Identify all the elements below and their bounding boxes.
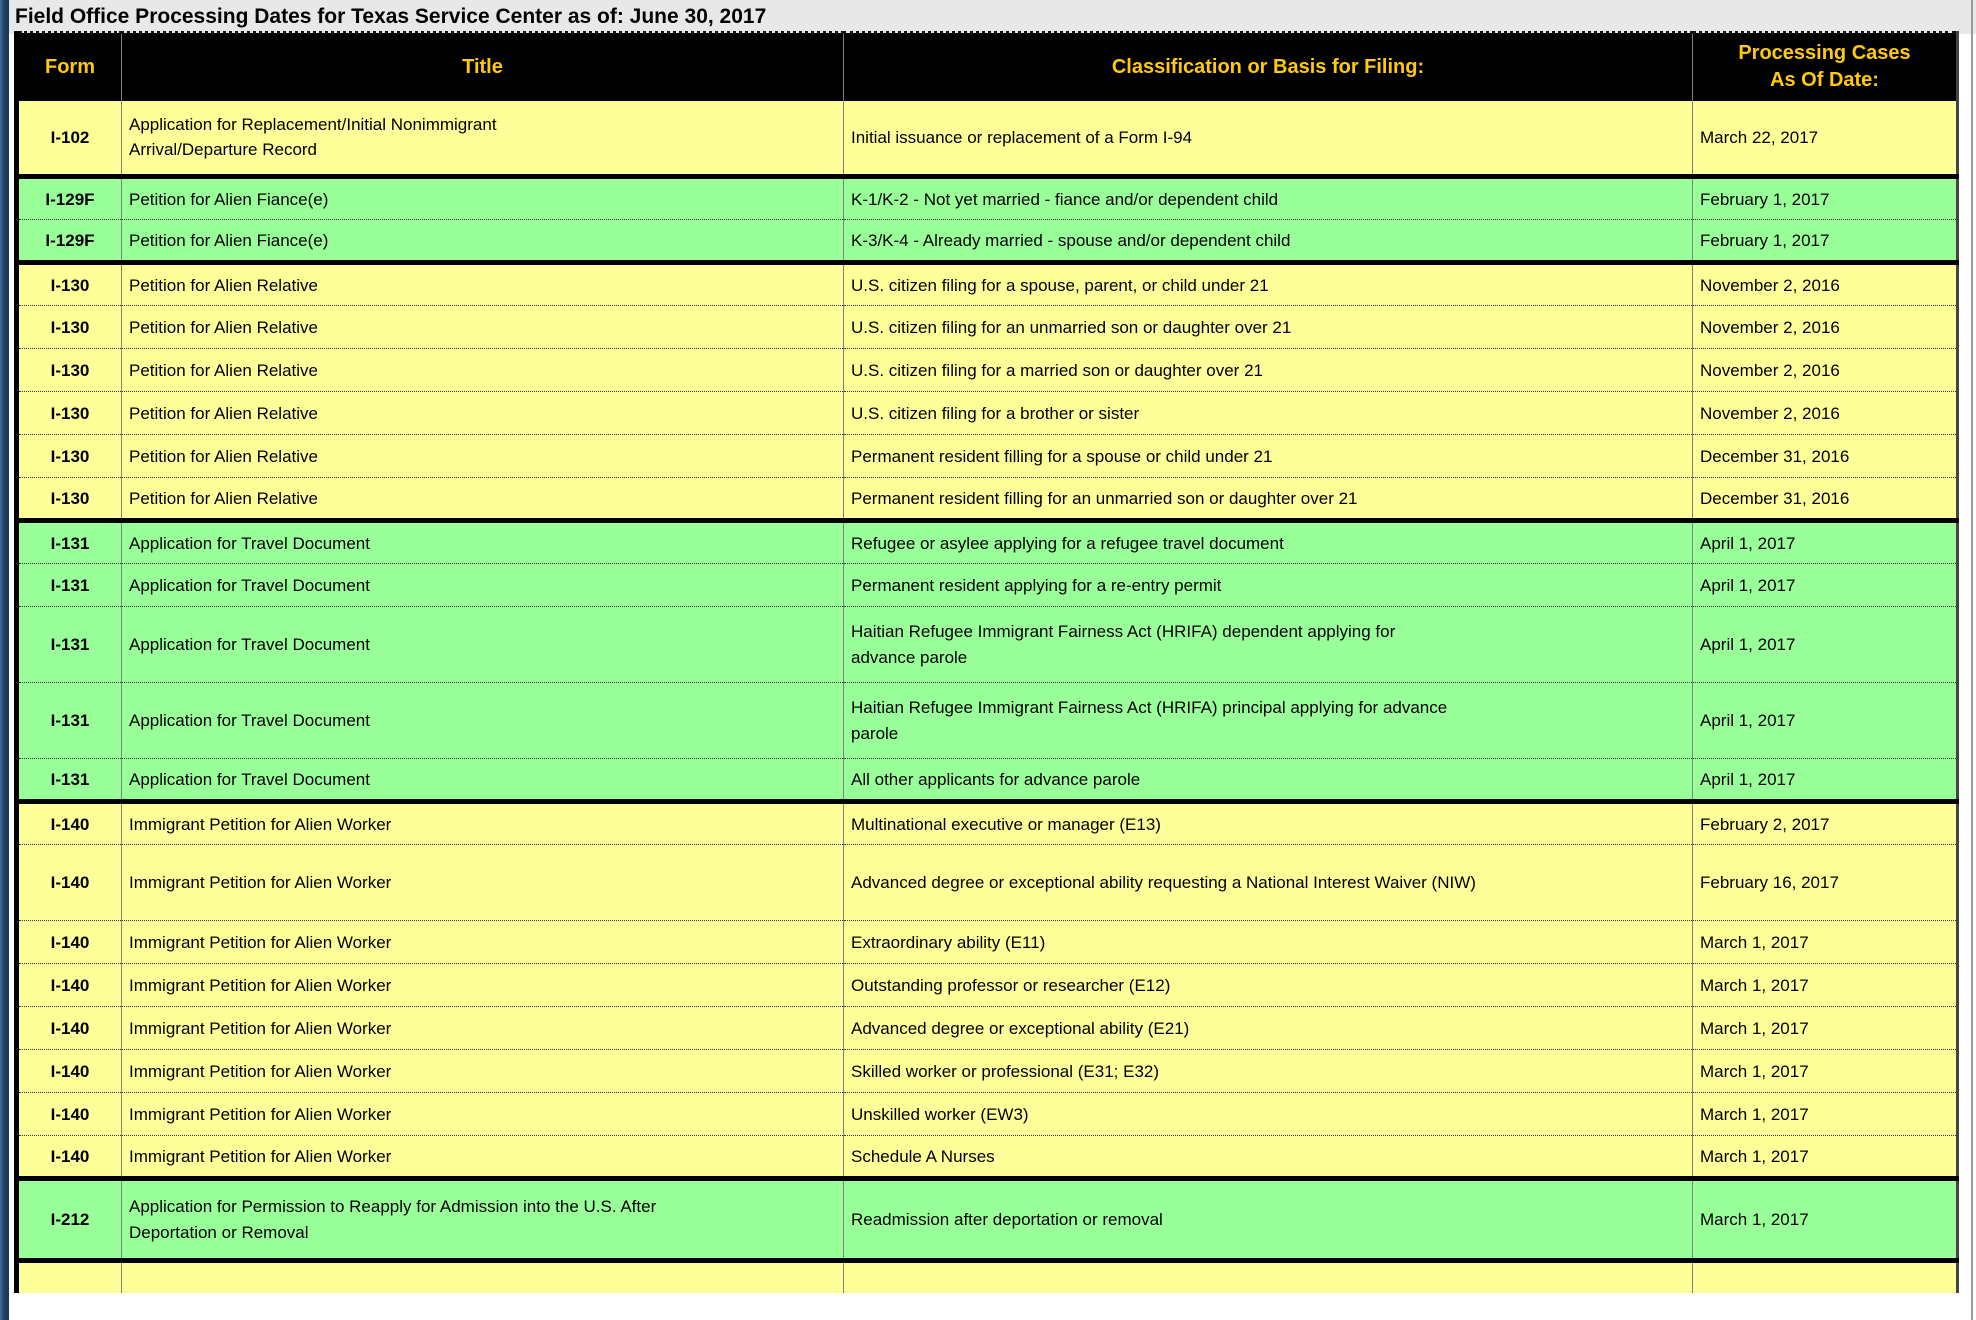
classification-cell [844, 683, 1693, 759]
classification-cell [844, 263, 1693, 306]
form-cell-text: I-129F [45, 189, 95, 209]
title-cell-text: Application for Travel Document [129, 711, 370, 731]
form-cell-text: I-140 [50, 1104, 90, 1124]
form-cell-text: I-140 [50, 975, 90, 995]
date-cell-text: April 1, 2017 [1700, 769, 1796, 789]
classification-cell [844, 964, 1693, 1007]
date-cell [1693, 683, 1958, 759]
form-cell-text: I-140 [50, 1061, 90, 1081]
date-cell-text: November 2, 2016 [1700, 360, 1840, 380]
classification-cell [844, 521, 1693, 564]
processing-dates-table [14, 31, 1959, 1293]
date-cell [1693, 306, 1958, 349]
form-cell-text: I-140 [50, 814, 90, 834]
classification-cell [844, 759, 1693, 802]
table-row [17, 1136, 1958, 1179]
date-cell [1693, 1093, 1958, 1136]
title-cell-text: Application for Travel Document [129, 635, 370, 655]
table-row [17, 759, 1958, 802]
date-cell-text: March 1, 2017 [1700, 1210, 1809, 1230]
classification-cell-text: Readmission after deportation or removal [851, 1210, 1163, 1230]
table-body [17, 101, 1958, 1293]
classification-cell [844, 392, 1693, 435]
classification-cell [844, 220, 1693, 263]
classification-cell [844, 1136, 1693, 1179]
date-cell [1693, 1050, 1958, 1093]
title-cell-text: Petition for Alien Fiance(e) [129, 189, 329, 209]
table-row [17, 177, 1958, 220]
table-row [17, 802, 1958, 845]
classification-cell [844, 1261, 1693, 1293]
form-cell-text: I-140 [50, 1018, 90, 1038]
form-cell [17, 802, 122, 845]
date-cell-text: March 1, 2017 [1700, 932, 1809, 952]
title-cell-text: Immigrant Petition for Alien Worker [129, 814, 392, 834]
form-cell-text: I-130 [50, 488, 90, 508]
title-cell-text: Application for Travel Document [129, 769, 370, 789]
date-cell [1693, 177, 1958, 220]
date-cell [1693, 759, 1958, 802]
title-cell-text: Petition for Alien Relative [129, 275, 318, 295]
title-cell [122, 683, 844, 759]
form-cell [17, 306, 122, 349]
title-cell [122, 1136, 844, 1179]
classification-cell [844, 1007, 1693, 1050]
classification-cell [844, 349, 1693, 392]
table-row [17, 683, 1958, 759]
title-cell [122, 349, 844, 392]
classification-cell-text: Outstanding professor or researcher (E12) [851, 975, 1171, 995]
table-row [17, 349, 1958, 392]
classification-cell-text: Advanced degree or exceptional ability (E21) [851, 1018, 1190, 1038]
table-row [17, 964, 1958, 1007]
classification-cell [844, 564, 1693, 607]
date-cell [1693, 1261, 1958, 1293]
title-cell-text: Immigrant Petition for Alien Worker [129, 873, 392, 893]
table-header [17, 33, 1958, 101]
classification-cell [844, 177, 1693, 220]
form-cell [17, 392, 122, 435]
form-cell [17, 1050, 122, 1093]
date-cell-text: February 1, 2017 [1700, 189, 1830, 209]
date-cell-text: April 1, 2017 [1700, 533, 1796, 553]
form-cell [17, 921, 122, 964]
title-cell [122, 392, 844, 435]
title-cell [122, 1179, 844, 1261]
table-row [17, 435, 1958, 478]
page-title: Field Office Processing Dates for Texas Service Center as of: June 30, 2017 [9, 0, 1976, 34]
title-cell-text: Immigrant Petition for Alien Worker [129, 1146, 392, 1166]
date-cell-text: November 2, 2016 [1700, 275, 1840, 295]
title-cell-text: Application for Permission to Reapply for Admission into the U.S. After Deportation or Removal [129, 1197, 657, 1242]
title-cell-text: Application for Replacement/Initial Nonimmigrant Arrival/Departure Record [129, 114, 497, 160]
classification-cell-text: U.S. citizen filing for a spouse, parent, or child under 21 [851, 275, 1269, 295]
date-cell [1693, 435, 1958, 478]
classification-cell-text: Advanced degree or exceptional ability requesting a National Interest Waiver (NIW) [851, 873, 1476, 893]
title-cell [122, 263, 844, 306]
title-cell-text: Petition for Alien Relative [129, 403, 318, 423]
classification-cell-text: K-3/K-4 - Already married - spouse and/or dependent child [851, 230, 1291, 250]
classification-cell-text: K-1/K-2 - Not yet married - fiance and/or dependent child [851, 189, 1279, 209]
title-cell [122, 220, 844, 263]
title-cell-text: Immigrant Petition for Alien Worker [129, 932, 392, 952]
scrollbar-track-line [1971, 0, 1973, 1320]
classification-cell [844, 1050, 1693, 1093]
title-cell-text: Immigrant Petition for Alien Worker [129, 975, 392, 995]
title-cell [122, 1261, 844, 1293]
classification-cell-text: U.S. citizen filing for a brother or sister [851, 403, 1140, 423]
classification-cell [844, 1093, 1693, 1136]
date-cell-text: February 1, 2017 [1700, 230, 1830, 250]
form-cell [17, 478, 122, 521]
form-cell-text: I-130 [50, 446, 90, 466]
form-cell [17, 1136, 122, 1179]
title-cell [122, 177, 844, 220]
table-row [17, 1093, 1958, 1136]
date-cell [1693, 392, 1958, 435]
date-cell-text: November 2, 2016 [1700, 403, 1840, 423]
classification-cell-text: Refugee or asylee applying for a refugee travel document [851, 533, 1284, 553]
table-row [17, 263, 1958, 306]
classification-cell-text: U.S. citizen filing for a married son or daughter over 21 [851, 360, 1263, 380]
classification-cell-text: Initial issuance or replacement of a Form I-94 [851, 127, 1193, 147]
date-cell-text: March 22, 2017 [1700, 127, 1819, 147]
classification-cell-text: Permanent resident filling for an unmarried son or daughter over 21 [851, 488, 1358, 508]
classification-cell-text: Haitian Refugee Immigrant Fairness Act (HRIFA) principal applying for advance parole [851, 698, 1448, 743]
date-cell-text: February 2, 2017 [1700, 814, 1830, 834]
form-cell-text: I-131 [50, 533, 90, 553]
window-edge [0, 0, 9, 1320]
date-cell [1693, 220, 1958, 263]
title-cell [122, 921, 844, 964]
form-cell-text: I-130 [50, 317, 90, 337]
header-classification-label: Classification or Basis for Filing: [1111, 55, 1425, 78]
classification-cell [844, 845, 1693, 921]
title-cell [122, 101, 844, 177]
classification-cell [844, 1179, 1693, 1261]
date-cell-text: March 1, 2017 [1700, 1146, 1809, 1166]
form-cell [17, 177, 122, 220]
title-cell [122, 435, 844, 478]
title-cell [122, 521, 844, 564]
title-cell [122, 1050, 844, 1093]
date-cell-text: April 1, 2017 [1700, 635, 1796, 655]
date-cell [1693, 607, 1958, 683]
date-cell [1693, 349, 1958, 392]
title-cell [122, 306, 844, 349]
title-cell [122, 802, 844, 845]
form-cell-text: I-140 [50, 932, 90, 952]
form-cell [17, 1007, 122, 1050]
classification-cell [844, 306, 1693, 349]
title-cell [122, 1093, 844, 1136]
form-cell [17, 1093, 122, 1136]
classification-cell-text: Permanent resident applying for a re-entry permit [851, 575, 1222, 595]
title-cell [122, 607, 844, 683]
classification-cell-text: Haitian Refugee Immigrant Fairness Act (HRIFA) dependent applying for advance parole [851, 622, 1396, 667]
title-cell-text: Petition for Alien Fiance(e) [129, 230, 329, 250]
date-cell [1693, 1136, 1958, 1179]
table-row [17, 306, 1958, 349]
date-cell-text: April 1, 2017 [1700, 711, 1796, 731]
form-cell-text: I-102 [50, 127, 90, 147]
date-cell [1693, 1179, 1958, 1261]
classification-cell-text: Unskilled worker (EW3) [851, 1104, 1029, 1124]
classification-cell-text: Permanent resident filling for a spouse or child under 21 [851, 446, 1273, 466]
classification-cell-text: Extraordinary ability (E11) [851, 932, 1046, 952]
classification-cell [844, 802, 1693, 845]
form-cell [17, 435, 122, 478]
date-cell-text: December 31, 2016 [1700, 488, 1850, 508]
header-form-label: Form [45, 55, 95, 78]
form-cell [17, 1261, 122, 1293]
date-cell-text: March 1, 2017 [1700, 975, 1809, 995]
title-cell [122, 478, 844, 521]
title-cell-text: Application for Travel Document [129, 533, 370, 553]
date-cell [1693, 802, 1958, 845]
table-row [17, 1050, 1958, 1093]
table-row [17, 1261, 1958, 1293]
classification-cell [844, 607, 1693, 683]
classification-cell [844, 435, 1693, 478]
form-cell-text: I-130 [50, 403, 90, 423]
classification-cell [844, 921, 1693, 964]
header-processing-date [1693, 33, 1958, 101]
title-cell [122, 759, 844, 802]
date-cell-text: April 1, 2017 [1700, 575, 1796, 595]
date-cell-text: December 31, 2016 [1700, 446, 1850, 466]
form-cell [17, 964, 122, 1007]
title-cell-text: Application for Travel Document [129, 575, 370, 595]
title-cell [122, 564, 844, 607]
header-processing-date-label: Processing Cases As Of Date: [1738, 42, 1911, 92]
table-row [17, 478, 1958, 521]
form-cell [17, 607, 122, 683]
date-cell [1693, 564, 1958, 607]
table-row [17, 564, 1958, 607]
table-row [17, 1007, 1958, 1050]
form-cell [17, 220, 122, 263]
date-cell [1693, 521, 1958, 564]
table-row [17, 607, 1958, 683]
form-cell-text: I-131 [50, 635, 90, 655]
table-row [17, 845, 1958, 921]
title-cell-text: Immigrant Petition for Alien Worker [129, 1104, 392, 1124]
title-cell [122, 1007, 844, 1050]
title-cell-text: Immigrant Petition for Alien Worker [129, 1061, 392, 1081]
title-cell-text: Petition for Alien Relative [129, 446, 318, 466]
header-row [17, 33, 1958, 101]
form-cell-text: I-129F [45, 230, 95, 250]
classification-cell-text: U.S. citizen filing for an unmarried son or daughter over 21 [851, 317, 1292, 337]
form-cell-text: I-131 [50, 575, 90, 595]
classification-cell-text: Skilled worker or professional (E31; E32) [851, 1061, 1160, 1081]
header-title [122, 33, 844, 101]
classification-cell [844, 101, 1693, 177]
table-row [17, 521, 1958, 564]
date-cell [1693, 263, 1958, 306]
date-cell-text: November 2, 2016 [1700, 317, 1840, 337]
date-cell [1693, 1007, 1958, 1050]
classification-cell [844, 478, 1693, 521]
form-cell-text: I-130 [50, 275, 90, 295]
header-form [17, 33, 122, 101]
form-cell-text: I-130 [50, 360, 90, 380]
table-row [17, 392, 1958, 435]
title-cell-text: Petition for Alien Relative [129, 317, 318, 337]
classification-cell-text: Schedule A Nurses [851, 1146, 995, 1166]
date-cell-text: March 1, 2017 [1700, 1061, 1809, 1081]
form-cell [17, 683, 122, 759]
form-cell-text: I-131 [50, 769, 90, 789]
form-cell [17, 759, 122, 802]
date-cell [1693, 845, 1958, 921]
date-cell [1693, 921, 1958, 964]
date-cell [1693, 101, 1958, 177]
classification-cell-text: Multinational executive or manager (E13) [851, 814, 1161, 834]
title-cell-text: Immigrant Petition for Alien Worker [129, 1018, 392, 1038]
form-cell [17, 564, 122, 607]
title-cell-text: Petition for Alien Relative [129, 360, 318, 380]
form-cell [17, 101, 122, 177]
header-title-label: Title [462, 55, 503, 78]
form-cell [17, 263, 122, 306]
form-cell-text: I-212 [50, 1210, 90, 1230]
header-classification [844, 33, 1693, 101]
form-cell [17, 521, 122, 564]
table-row [17, 921, 1958, 964]
date-cell [1693, 964, 1958, 1007]
table-row [17, 220, 1958, 263]
table-row [17, 1179, 1958, 1261]
form-cell [17, 845, 122, 921]
title-cell-text: Petition for Alien Relative [129, 488, 318, 508]
form-cell-text: I-140 [50, 873, 90, 893]
form-cell [17, 349, 122, 392]
date-cell-text: March 1, 2017 [1700, 1018, 1809, 1038]
date-cell-text: February 16, 2017 [1700, 873, 1839, 893]
form-cell [17, 1179, 122, 1261]
date-cell-text: March 1, 2017 [1700, 1104, 1809, 1124]
form-cell-text: I-131 [50, 711, 90, 731]
table-row [17, 101, 1958, 177]
form-cell-text: I-140 [50, 1146, 90, 1166]
date-cell [1693, 478, 1958, 521]
classification-cell-text: All other applicants for advance parole [851, 769, 1141, 789]
title-cell [122, 964, 844, 1007]
title-cell [122, 845, 844, 921]
